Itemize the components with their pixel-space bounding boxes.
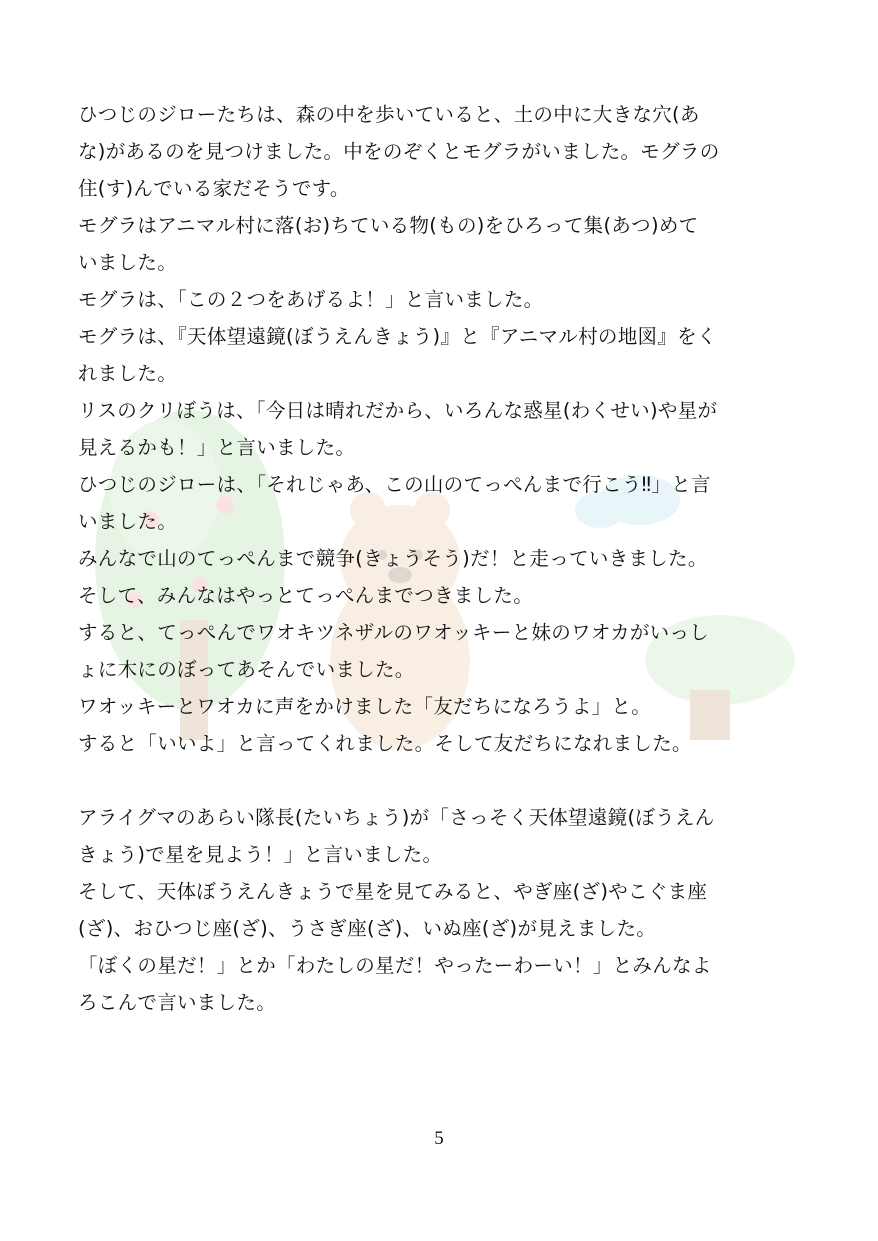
story-line: モグラは、『天体望遠鏡(ぼうえんきょう)』と『アニマル村の地図』をく — [78, 325, 717, 348]
story-line: モグラはアニマル村に落(お)ちている物(もの)をひろって集(あつ)めて — [78, 214, 699, 237]
story-line: 「ぼくの星だ！」とか「わたしの星だ！やったーわーい！」とみんなよ — [78, 954, 712, 977]
story-line: すると「いいよ」と言ってくれました。そして友だちになれました。 — [78, 732, 692, 755]
story-line: ひつじのジローたちは、森の中を歩いていると、土の中に大きな穴(あ — [78, 103, 700, 126]
story-line: ワオッキーとワオカに声をかけました「友だちになろうよ」と。 — [78, 695, 652, 718]
paragraph-gap — [78, 762, 806, 799]
story-line: ょに木にのぼってあそんでいました。 — [78, 658, 415, 681]
page-number: 5 — [434, 1128, 444, 1149]
story-line: ひつじのジローは、「それじゃあ、この山のてっぺんまで行こう‼」と言 — [78, 473, 711, 496]
story-line: れました。 — [78, 362, 178, 385]
story-line: きょう)で星を見よう！」と言いました。 — [78, 843, 443, 866]
story-line: 見えるかも！」と言いました。 — [78, 436, 356, 459]
story-line: そして、天体ぼうえんきょうで星を見てみると、やぎ座(ざ)やこぐま座 — [78, 880, 708, 903]
story-line: すると、てっぺんでワオキツネザルのワオッキーと妹のワオカがいっし — [78, 621, 710, 644]
story-line: いました。 — [78, 251, 178, 274]
story-line: いました。 — [78, 510, 178, 533]
story-line: モグラは、「この２つをあげるよ！」と言いました。 — [78, 288, 544, 311]
story-line: (ざ)、おひつじ座(ざ)、うさぎ座(ざ)、いぬ座(ざ)が見えました。 — [78, 917, 657, 940]
story-text — [78, 96, 806, 1021]
story-line: みんなで山のてっぺんまで競争(きょうそう)だ！と走っていきました。 — [78, 547, 708, 570]
story-line: な)があるのを見つけました。中をのぞくとモグラがいました。モグラの — [78, 140, 720, 163]
story-line: 住(す)んでいる家だそうです。 — [78, 177, 350, 200]
story-line: アライグマのあらい隊長(たいちょう)が「さっそく天体望遠鏡(ぼうえん — [78, 806, 715, 829]
story-line: ろこんで言いました。 — [78, 991, 277, 1014]
story-line: そして、みんなはやっとてっぺんまでつきました。 — [78, 584, 534, 607]
story-line: リスのクリぼうは、「今日は晴れだから、いろんな惑星(わくせい)や星が — [78, 399, 718, 422]
